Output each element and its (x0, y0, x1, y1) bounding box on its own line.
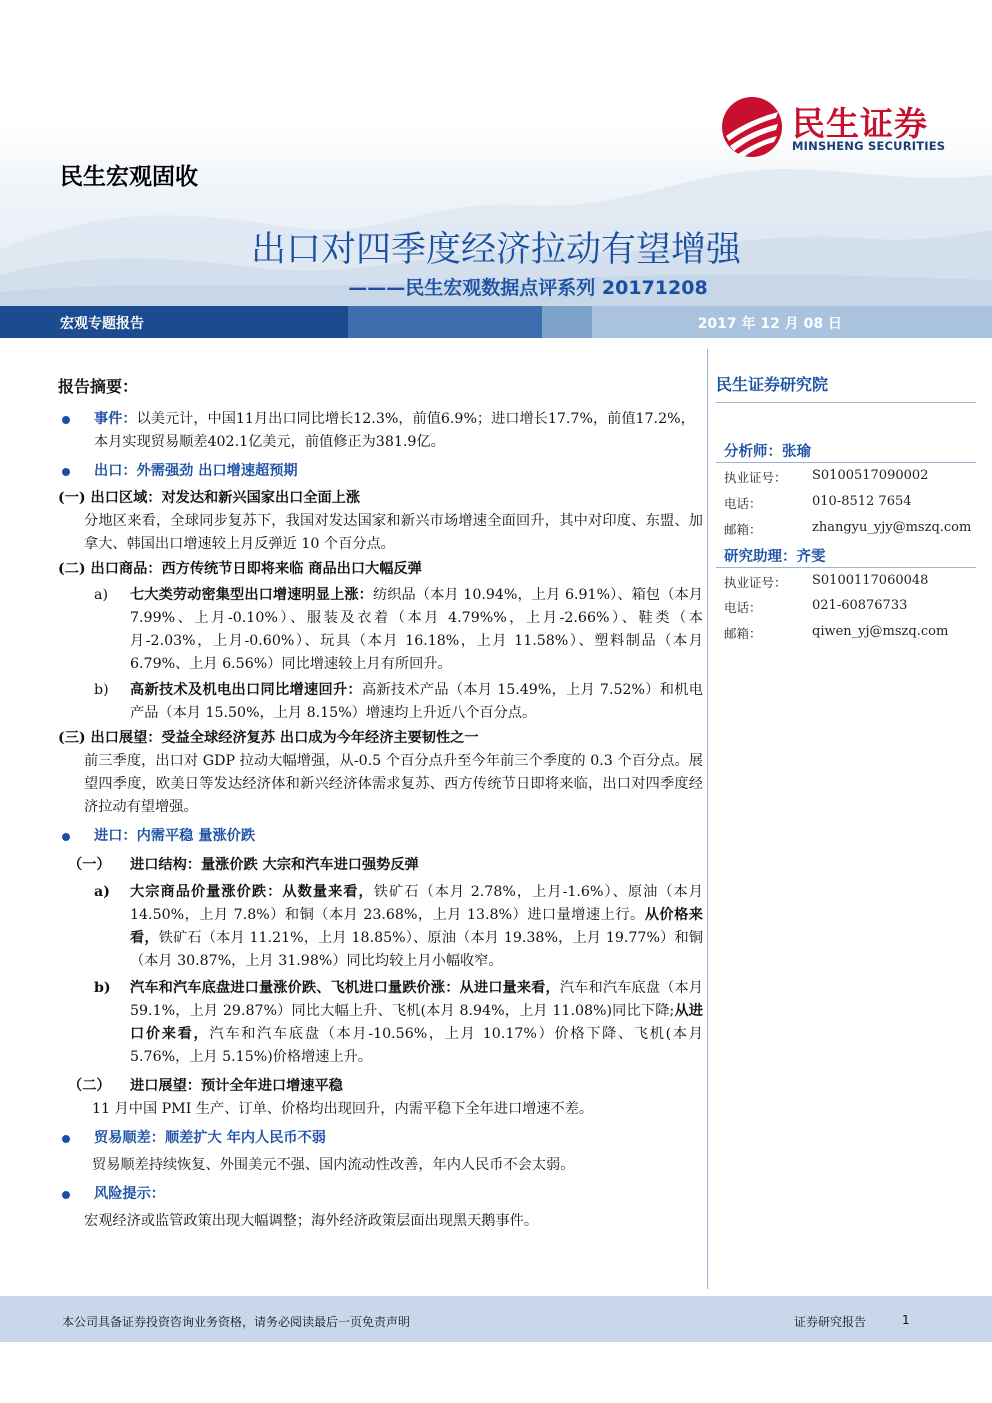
assistant-phone: 021-60876733 (812, 598, 908, 613)
sidebar (707, 349, 992, 1289)
report-subtitle: ———民生宏观数据点评系列 20171208 (348, 277, 708, 299)
item-bold: 七大类劳动密集型出口增速明显上涨： (130, 587, 373, 603)
divider (716, 567, 976, 568)
item-label: b) (94, 980, 111, 996)
risk-heading: 风险提示： (58, 1183, 703, 1206)
assistant-cert-label: 执业证号： (724, 575, 787, 590)
assistant-email[interactable]: qiwen_yj@mszq.com (812, 624, 949, 639)
item-bold: 从价格来看， (130, 907, 703, 946)
institute-name: 民生证券研究院 (716, 375, 829, 394)
export-item-b (58, 679, 703, 725)
analyst-phone: 010-8512 7654 (812, 494, 912, 509)
logo-chinese-name: 民生证券 (792, 104, 928, 143)
analyst-label: 分析师：张瑜 (724, 443, 811, 460)
export-section-2-title: (二) 出口商品：西方传统节日即将来临 商品出口大幅反弹 (58, 561, 422, 577)
export-item-a (58, 584, 703, 676)
item-text: 汽车和汽车底盘（本月-10.56%，上月 10.17%）价格下降、飞机(本月 5.76%，上月 5.15%)价格增速上升。 (130, 1026, 703, 1065)
item-label: a) (94, 587, 108, 603)
assistant-email-label: 邮箱： (724, 626, 762, 641)
import-heading: 进口：内需平稳 量涨价跌 (58, 825, 703, 848)
item-bold: 汽车和汽车底盘进口量涨价跌、飞机进口量跌价涨：从进口量来看， (130, 980, 560, 996)
section-number: （二） (68, 1078, 111, 1094)
analyst-cert-label: 执业证号： (724, 470, 787, 485)
abstract-heading: 报告摘要： (58, 377, 139, 396)
report-date: 2017 年 12 月 08 日 (697, 316, 842, 332)
report-type: 宏观专题报告 (60, 316, 144, 332)
event-text: 以美元计，中国11月出口同比增长12.3%，前值6.9%；进口增长17.7%，前值17.2%，本月实现贸易顺差402.1亿美元，前值修正为381.9亿。 (94, 411, 695, 450)
section-title: 进口结构：量涨价跌 大宗和汽车进口强势反弹 (130, 857, 419, 873)
assistant-phone-label: 电话： (724, 600, 762, 615)
import-section-1-title (58, 854, 703, 877)
export-section-3-text: 前三季度，出口对 GDP 拉动大幅增强，从-0.5 个百分点升至今年前三个季度的 0.3 个百分点。展望四季度，欧美日等发达经济体和新兴经济体需求复苏、西方传统节日即将来临，出口对四季度经济拉动有望增强。 (84, 753, 703, 815)
section-number: （一） (68, 857, 111, 873)
import-item-b (58, 977, 703, 1069)
item-text: 铁矿石（本月 2.78%，上月-1.6%）、原油（本月 14.50%，上月 7.8%）和铜（本月 23.68%，上月 13.8%）进口量增速上行。 (130, 884, 703, 923)
item-bold: 从进口价来看， (130, 1003, 703, 1042)
section-title: 进口展望：预计全年进口增速平稳 (130, 1078, 343, 1094)
import-section-2-title (58, 1075, 703, 1098)
assistant-label: 研究助理：齐雯 (724, 548, 826, 565)
risk-text: 宏观经济或监管政策出现大幅调整；海外经济政策层面出现黑天鹅事件。 (84, 1213, 539, 1229)
abstract-section (58, 375, 703, 1233)
footer-disclaimer: 本公司具备证券投资咨询业务资格，请务必阅读最后一页免责声明 (62, 1315, 411, 1329)
item-label: a) (94, 884, 110, 900)
item-label: b) (94, 682, 109, 698)
series-name: 民生宏观固收 (60, 164, 198, 190)
trade-text: 贸易顺差持续恢复、外围美元不强、国内流动性改善，年内人民币不会太弱。 (92, 1157, 575, 1173)
trade-heading: 贸易顺差：顺差扩大 年内人民币不弱 (58, 1127, 703, 1150)
page-number: 1 (902, 1313, 910, 1327)
export-section-3-title: (三) 出口展望：受益全球经济复苏 出口成为今年经济主要韧性之一 (58, 730, 479, 746)
minsheng-logo-icon (720, 96, 784, 158)
report-title: 出口对四季度经济拉动有望增强 (250, 230, 741, 270)
import-item-a (58, 881, 703, 973)
assistant-cert: S0100117060048 (812, 573, 929, 588)
analyst-email[interactable]: zhangyu_yjy@mszq.com (812, 520, 972, 535)
event-bullet (58, 408, 703, 454)
item-text: 高新技术产品（本月 15.49%，上月 7.52%）和机电产品（本月 15.50%，上月 8.15%）增速均上升近八个百分点。 (130, 682, 703, 721)
item-bold: 大宗商品价量涨价跌：从数量来看， (130, 884, 374, 900)
event-label: 事件： (94, 411, 137, 427)
item-text: 铁矿石（本月 11.21%，上月 18.85%）、原油（本月 19.38%，上月 19.77%）和铜（本月 30.87%，上月 31.98%）同比均较上月小幅收窄。 (130, 930, 703, 969)
export-section-1-text: 分地区来看，全球同步复苏下，我国对发达国家和新兴市场增速全面回升，其中对印度、东盟、加拿大、韩国出口增速较上月反弹近 10 个百分点。 (84, 513, 703, 552)
item-text: 纺织品（本月 10.94%，上月 6.91%）、箱包（本月 7.99%、上月-0.10%）、服装及衣着（本月 4.79%%，上月-2.66%）、鞋类（本月-2.03%，上月-0.60%）、玩具（本月 16.18%，上月 11.58%）、塑料制品（本月 6.79%、上月 6.56%）同比增速较上月有所回升。 (130, 587, 703, 672)
footer-report-kind: 证券研究报告 (794, 1315, 867, 1329)
divider (716, 402, 976, 403)
logo-english-name: MINSHENG SECURITIES (792, 139, 946, 153)
divider (716, 462, 976, 463)
item-text: 汽车和汽车底盘（本月 59.1%，上月 29.87%）同比大幅上升、飞机(本月 8.94%，上月 11.08%)同比下降; (130, 980, 703, 1019)
export-section-1-title: (一) 出口区域：对发达和新兴国家出口全面上涨 (58, 490, 361, 506)
item-bold: 高新技术及机电出口同比增速回升： (130, 682, 362, 698)
analyst-cert: S0100517090002 (812, 468, 929, 483)
export-heading: 出口：外需强劲 出口增速超预期 (58, 460, 703, 483)
analyst-email-label: 邮箱： (724, 522, 762, 537)
import-section-2-text: 11 月中国 PMI 生产、订单、价格均出现回升，内需平稳下全年进口增速不差。 (92, 1101, 594, 1117)
title-band (0, 306, 992, 338)
analyst-phone-label: 电话： (724, 496, 762, 511)
